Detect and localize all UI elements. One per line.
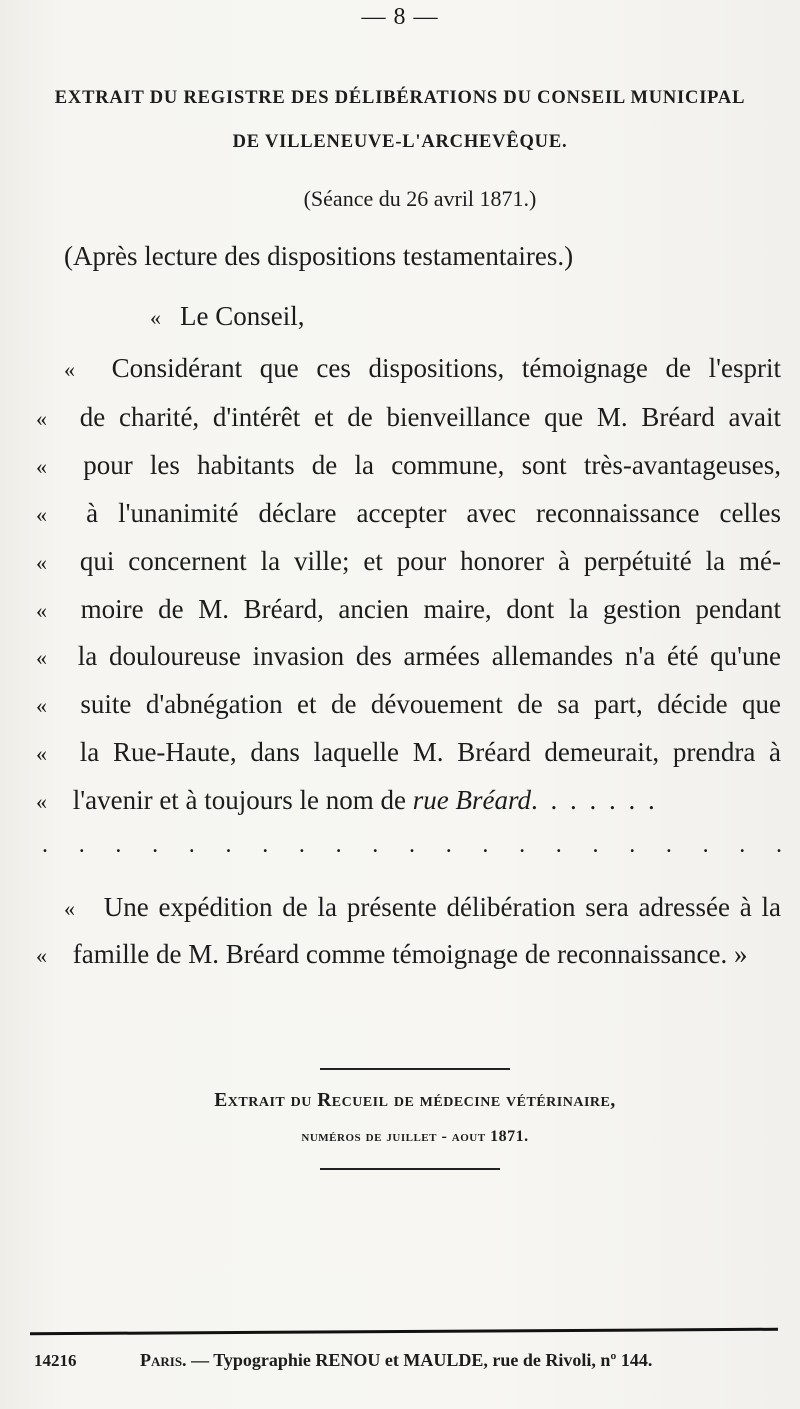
quote-mark: «: [36, 502, 47, 527]
body-text: Le Conseil,: [180, 301, 305, 331]
body-text: qui concernent la ville; et pour honorer à perpétuité la mé-: [79, 546, 781, 576]
body-text: la douloureuse invasion des armées allemandes n'a été qu'une: [77, 641, 782, 671]
source-line-1: Extrait du Recueil de médecine vétérinaire,: [214, 1090, 616, 1111]
body-line-3: [36, 401, 781, 435]
heading-line-2: DE VILLENEUVE-L'ARCHEVÊQUE.: [232, 132, 568, 152]
quote-mark: «: [36, 550, 47, 575]
body-line-13: [36, 938, 781, 972]
body-text: moire de M. Bréard, ancien maire, dont la gestion pendant: [80, 594, 782, 624]
quote-mark: «: [36, 598, 47, 623]
quote-mark: «: [36, 454, 47, 479]
body-text: à l'unanimité déclare accepter avec reconnaissance celles: [86, 498, 781, 528]
body-line-8: [36, 640, 781, 674]
body-line-12: [64, 891, 781, 925]
print-job-number: 14216: [34, 1351, 77, 1370]
source-line-2: numéros de juillet - aout 1871.: [301, 1128, 529, 1145]
page-number: — 8 —: [361, 4, 439, 30]
divider-top: [320, 1068, 510, 1070]
session-date: (Séance du 26 avril 1871.): [303, 186, 537, 211]
body-text: famille de M. Bréard comme témoignage de reconnaissance. »: [72, 939, 748, 969]
quote-mark: «: [150, 305, 161, 330]
body-line-5: [36, 497, 781, 531]
body-line-4: [36, 449, 781, 483]
trailing-dots: . . . . . . .: [531, 785, 658, 815]
street-name: rue Bréard: [412, 785, 532, 815]
body-line-7: [36, 593, 781, 627]
heading-line-1: EXTRAIT DU REGISTRE DES DÉLIBÉRATIONS DU CONSEIL MUNICIPAL: [54, 88, 746, 108]
body-text: Une expédition de la présente délibération sera adressée à la: [103, 892, 781, 922]
body-text: de charité, d'intérêt et de bienveillance que M. Bréard avait: [79, 402, 782, 432]
quote-mark: «: [36, 693, 47, 718]
body-text: la Rue-Haute, dans laquelle M. Bréard demeurait, prendra à: [79, 737, 782, 767]
quote-mark: «: [36, 406, 47, 431]
body-text: suite d'abnégation et de dévouement de sa part, décide que: [80, 689, 781, 719]
body-line-9: [36, 688, 781, 722]
intro-line: (Après lecture des dispositions testamentaires.): [64, 241, 574, 271]
printer-city: Paris.: [140, 1350, 187, 1370]
quote-mark: «: [64, 896, 75, 921]
body-line-6: [36, 545, 781, 579]
body-text: l'avenir et à toujours le nom de: [72, 785, 413, 815]
body-line-11: [36, 784, 781, 818]
quote-mark: «: [64, 357, 75, 382]
quote-mark: «: [36, 943, 47, 968]
printer-imprint: [140, 1350, 652, 1371]
quote-mark: «: [36, 741, 47, 766]
body-text: Considérant que ces dispositions, témoignage de l'esprit: [111, 353, 781, 383]
body-line-1: [150, 300, 800, 334]
dot-leader-row: . . . . . . . . . . . . . . . . . . . . .: [42, 832, 782, 858]
printer-details: — Typographie RENOU et MAULDE, rue de Rivoli, nº 144.: [186, 1350, 653, 1370]
body-line-10: [36, 736, 781, 770]
body-line-2: [64, 352, 781, 386]
quote-mark: «: [36, 645, 47, 670]
quote-mark: «: [36, 789, 47, 814]
footer-rule: [30, 1328, 778, 1336]
body-text: pour les habitants de la commune, sont très-avantageuses,: [83, 450, 782, 480]
divider-bottom: [320, 1168, 500, 1170]
